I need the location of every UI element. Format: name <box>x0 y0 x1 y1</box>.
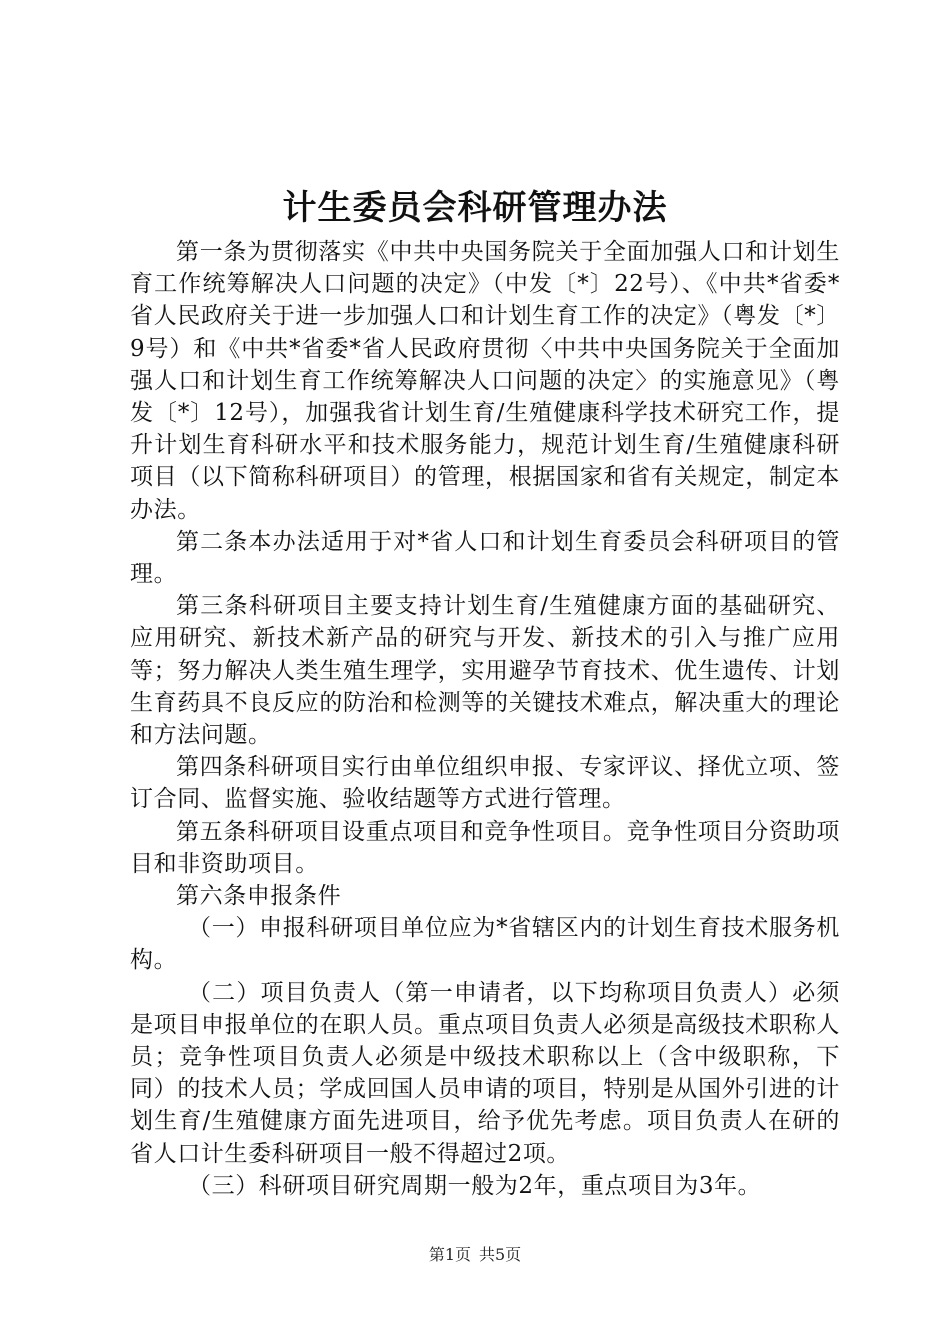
article-3-paragraph: 第三条科研项目主要支持计划生育/生殖健康方面的基础研究、应用研究、新技术新产品的研究与开发、新技术的引入与推广应用等；努力解决人类生殖生理学，实用避孕节育技术、优生遗传、计划生育药具不良反应的防治和检测等的关键技术难点，解决重大的理论和方法问题。 <box>130 593 840 749</box>
article-5-paragraph: 第五条科研项目设重点项目和竞争性项目。竞争性项目分资助项目和非资助项目。 <box>130 818 840 877</box>
article-4-paragraph: 第四条科研项目实行由单位组织申报、专家评议、择优立项、签订合同、监督实施、验收结题等方式进行管理。 <box>130 754 840 813</box>
document-title: 计生委员会科研管理办法 <box>282 188 668 228</box>
article-6-heading: 第六条申报条件 <box>176 883 342 910</box>
article-6-item-3: （三）科研项目研究周期一般为2年，重点项目为3年。 <box>188 1172 762 1199</box>
page-total: 共5页 <box>479 1245 522 1264</box>
page-footer <box>0 1244 950 1266</box>
article-2-paragraph: 第二条本办法适用于对*省人口和计划生育委员会科研项目的管理。 <box>130 528 840 588</box>
page-number: 第1页 <box>428 1245 471 1264</box>
document-body <box>130 236 840 1202</box>
article-6-item-2: （二）项目负责人（第一申请者，以下均称项目负责人）必须是项目申报单位的在职人员。重点项目负责人必须是高级技术职称人员；竞争性项目负责人必须是中级技术职称以上（含中级职称，下同）的技术人员；学成回国人员申请的项目，特别是从国外引进的计划生育/生殖健康方面先进项目，给予优先考虑。项目负责人在研的省人口计生委科研项目一般不得超过2项。 <box>130 979 840 1167</box>
article-1-paragraph: 第一条为贯彻落实《中共中央国务院关于全面加强人口和计划生育工作统筹解决人口问题的决定》（中发〔*〕22号）、《中共*省委*省人民政府关于进一步加强人口和计划生育工作的决定》（粤发〔*〕9号）和《中共*省委*省人民政府贯彻〈中共中央国务院关于全面加强人口和计划生育工作统筹解决人口问题的决定〉的实施意见》（粤发〔*〕12号），加强我省计划生育/生殖健康科学技术研究工作，提升计划生育科研水平和技术服务能力，规范计划生育/生殖健康科研项目（以下简称科研项目）的管理，根据国家和省有关规定，制定本办法。 <box>130 239 840 523</box>
article-6-item-1: （一）申报科研项目单位应为*省辖区内的计划生育技术服务机构。 <box>130 915 840 974</box>
